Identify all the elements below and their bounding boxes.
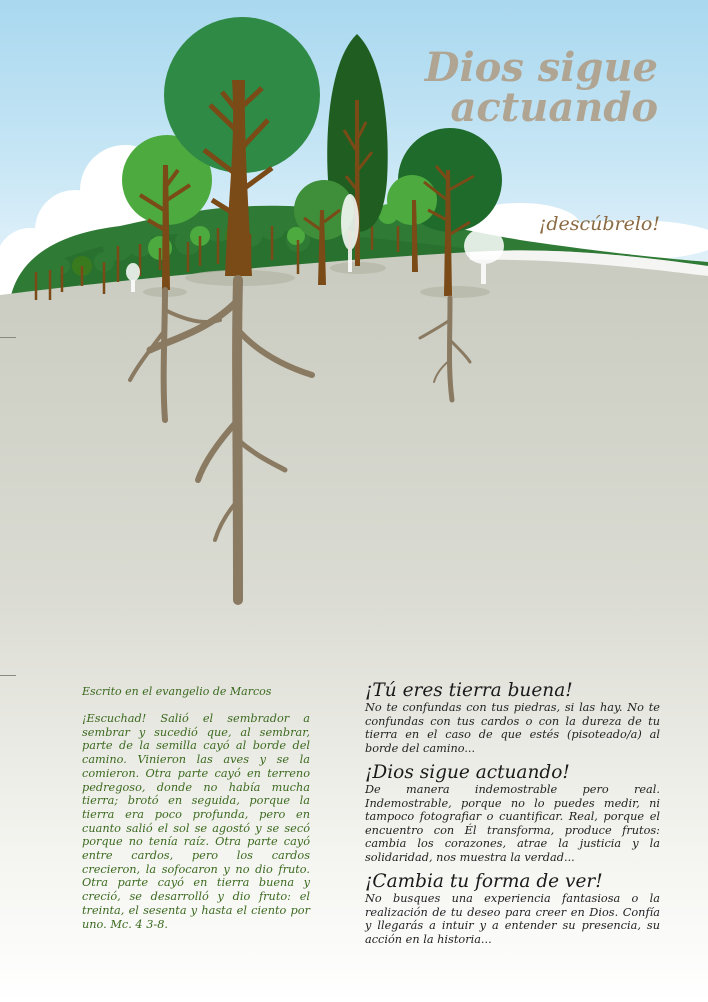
gospel-text: ¡Escuchad! Salió el sembrador a sembrar y sucedió que, al sembrar, parte de la semilla cayó al borde del camino. Vinieron las aves y se la comieron. Otra parte cayó en terreno pedregoso, donde no había mucha tierra; brotó en seguida, porque la tierra era poco profunda, pero en cuanto salió el sol se agostó y se secó porque no tenía raíz. Otra parte cayó entre cardos, pero los cardos crecieron, la sofocaron y no dio fruto. Otra parte cayó en tierra buena y creció, se desarrolló y dio fruto: el treinta, el sesenta y hasta el ciento por uno. Mc. 4 3-8. (82, 712, 310, 931)
section-heading: ¡Tú eres tierra buena! (365, 680, 573, 701)
section-heading: ¡Cambia tu forma de ver! (365, 871, 603, 892)
gospel-source: Escrito en el evangelio de Marcos (82, 685, 272, 698)
tagline: ¡descúbrelo! (538, 213, 660, 235)
section-body: No te confundas con tus piedras, si las hay. No te confundas con tus cardos o con la dureza de tu tierra en el caso de que estés (pisoteado/a) al borde del camino... (365, 701, 660, 755)
page-title (400, 44, 658, 131)
section-body: De manera indemostrable pero real. Indemostrable, porque no lo puedes medir, ni tampoco fotografiar o cuantificar. Real, porque el encuentro con Él transforma, produce frutos: cambia los corazones, atrae la justicia y la solidaridad, nos muestra la verdad... (365, 783, 660, 864)
section-heading: ¡Dios sigue actuando! (365, 762, 570, 783)
gospel-column (82, 684, 310, 931)
reflection-column (365, 680, 660, 953)
title-line-1: Dios sigue (424, 44, 658, 91)
title-line-2: actuando (450, 84, 658, 131)
crop-mark (0, 675, 16, 676)
crop-mark (0, 337, 16, 338)
section-body: No busques una experiencia fantasiosa o la realización de tu deseo para creer en Dios. Confía y llegarás a intuir y a entender su presencia, su acción en la historia... (365, 892, 660, 946)
